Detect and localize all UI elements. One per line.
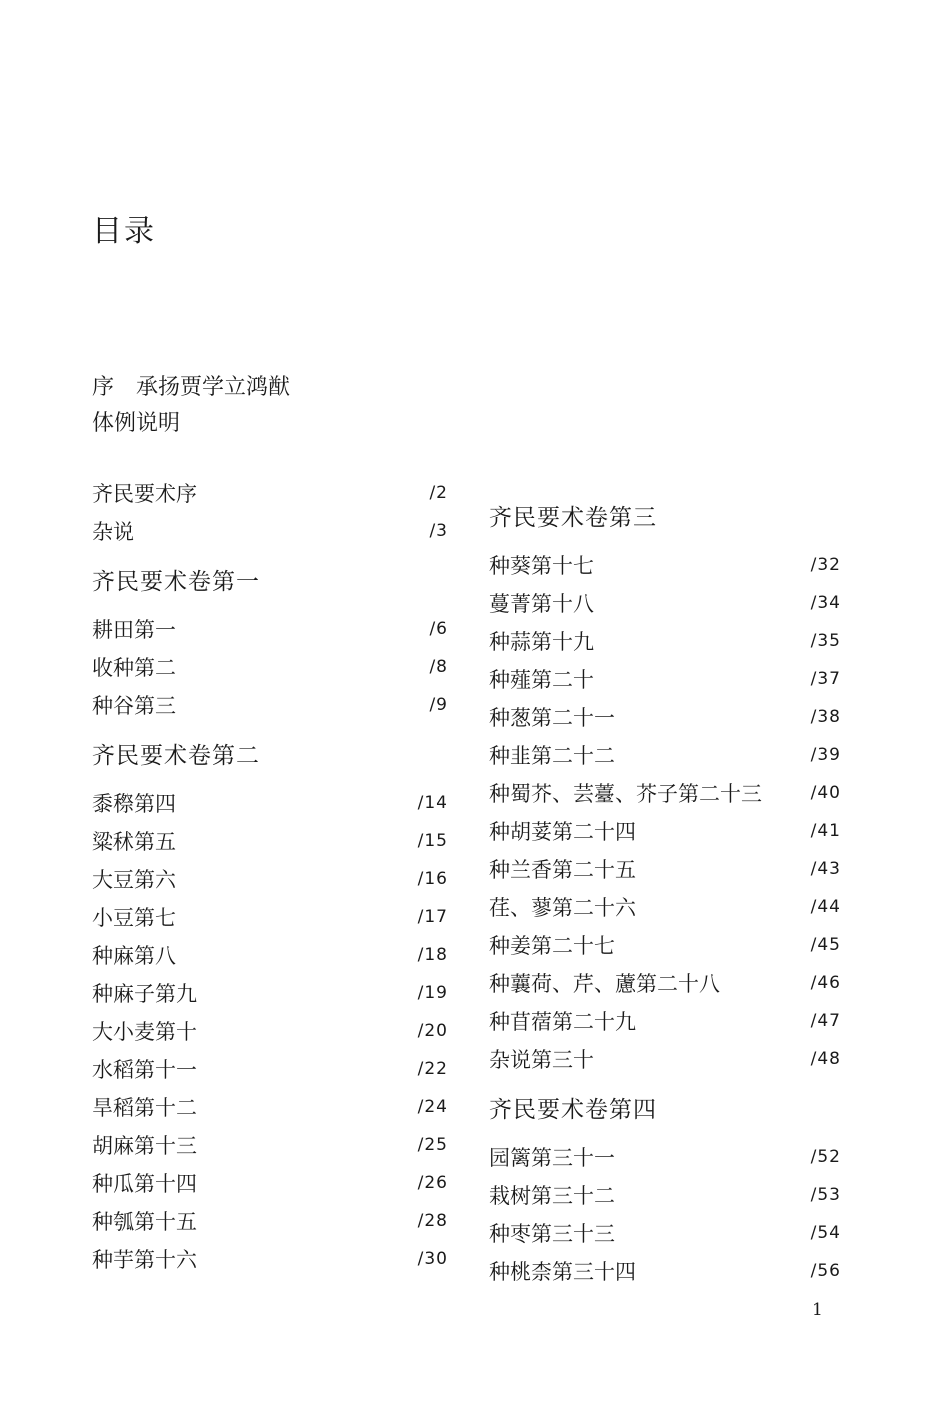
toc-entry-title: 种蒜第十九 (489, 630, 594, 654)
volume-heading: 齐民要术卷第二 (92, 743, 260, 769)
toc-entry-page: /43 (810, 859, 841, 879)
toc-entry-title: 粱秫第五 (92, 830, 176, 854)
toc-entry[interactable] (92, 974, 448, 1012)
toc-entry-page: /47 (810, 1011, 841, 1031)
toc-entry[interactable] (489, 1138, 841, 1176)
toc-entry-page: /35 (810, 631, 841, 651)
toc-entry-title: 种蜀芥、芸薹、芥子第二十三 (489, 782, 762, 806)
toc-entry[interactable] (489, 1002, 841, 1040)
toc-entry-page: /52 (810, 1147, 841, 1167)
toc-entry-title: 种蘘荷、芹、藘第二十八 (489, 972, 720, 996)
toc-entry-title: 大小麦第十 (92, 1020, 197, 1044)
toc-entry-page: /28 (417, 1211, 448, 1231)
toc-entry-page: /6 (429, 619, 448, 639)
toc-entry-title: 杂说第三十 (489, 1048, 594, 1072)
toc-entry[interactable] (92, 936, 448, 974)
toc-entry-title: 种兰香第二十五 (489, 858, 636, 882)
toc-entry-page: /34 (810, 593, 841, 613)
toc-entry-page: /26 (417, 1173, 448, 1193)
toc-entry-page: /8 (429, 657, 448, 677)
toc-entry[interactable] (92, 512, 448, 550)
toc-entry-title: 栽树第三十二 (489, 1184, 615, 1208)
toc-entry[interactable] (92, 784, 448, 822)
toc-entry-title: 种麻子第九 (92, 982, 197, 1006)
toc-entry[interactable] (489, 660, 841, 698)
toc-entry-page: /37 (810, 669, 841, 689)
toc-entry-title: 胡麻第十三 (92, 1134, 197, 1158)
toc-entry-title: 种姜第二十七 (489, 934, 615, 958)
toc-right-column (489, 490, 841, 1290)
toc-entry-page: /45 (810, 935, 841, 955)
toc-entry[interactable] (92, 1240, 448, 1278)
toc-entry-title: 耕田第一 (92, 618, 176, 642)
front-matter (92, 370, 290, 442)
toc-entry[interactable] (92, 648, 448, 686)
toc-entry-title: 种桃柰第三十四 (489, 1260, 636, 1284)
toc-entry-title: 蔓菁第十八 (489, 592, 594, 616)
toc-entry-title: 荏、蓼第二十六 (489, 896, 636, 920)
toc-entry-title: 种枣第三十三 (489, 1222, 615, 1246)
toc-entry[interactable] (489, 774, 841, 812)
toc-entry-page: /41 (810, 821, 841, 841)
toc-entry[interactable] (92, 1050, 448, 1088)
volume-heading: 齐民要术卷第四 (489, 1097, 657, 1123)
toc-entry-title: 黍穄第四 (92, 792, 176, 816)
toc-entry-title: 种芋第十六 (92, 1248, 197, 1272)
toc-entry[interactable] (489, 850, 841, 888)
toc-entry[interactable] (489, 1252, 841, 1290)
toc-entry-page: /54 (810, 1223, 841, 1243)
volume-heading: 齐民要术卷第三 (489, 505, 657, 531)
toc-entry-title: 种苜蓿第二十九 (489, 1010, 636, 1034)
toc-entry[interactable] (489, 698, 841, 736)
toc-entry-title: 种瓠第十五 (92, 1210, 197, 1234)
toc-entry-page: /38 (810, 707, 841, 727)
page-number: 1 (812, 1300, 823, 1320)
toc-entry[interactable] (489, 1176, 841, 1214)
toc-entry[interactable] (92, 898, 448, 936)
toc-entry-page: /32 (810, 555, 841, 575)
toc-entry[interactable] (92, 610, 448, 648)
toc-entry-title: 种薤第二十 (489, 668, 594, 692)
toc-entry-page: /30 (417, 1249, 448, 1269)
toc-entry-page: /24 (417, 1097, 448, 1117)
toc-entry[interactable] (489, 812, 841, 850)
toc-entry-page: /15 (417, 831, 448, 851)
toc-entry-page: /40 (810, 783, 841, 803)
volume-heading: 齐民要术卷第一 (92, 569, 260, 595)
toc-entry[interactable] (92, 686, 448, 724)
toc-entry-page: /25 (417, 1135, 448, 1155)
toc-left-column (92, 474, 448, 1278)
toc-entry[interactable] (489, 964, 841, 1002)
toc-entry[interactable] (92, 822, 448, 860)
toc-entry[interactable] (92, 1088, 448, 1126)
toc-entry-title: 小豆第七 (92, 906, 176, 930)
page-title: 目录 (92, 214, 156, 249)
toc-entry-page: /46 (810, 973, 841, 993)
toc-entry-title: 旱稻第十二 (92, 1096, 197, 1120)
toc-entry[interactable] (489, 926, 841, 964)
toc-entry[interactable] (92, 1164, 448, 1202)
toc-entry-title: 种胡荽第二十四 (489, 820, 636, 844)
toc-entry-page: /16 (417, 869, 448, 889)
toc-entry-title: 园篱第三十一 (489, 1146, 615, 1170)
toc-entry-title: 杂说 (92, 520, 134, 544)
toc-entry[interactable] (92, 474, 448, 512)
toc-entry-page: /56 (810, 1261, 841, 1281)
toc-entry[interactable] (92, 1126, 448, 1164)
toc-entry-page: /20 (417, 1021, 448, 1041)
toc-entry[interactable] (489, 1214, 841, 1252)
toc-entry[interactable] (489, 622, 841, 660)
toc-entry-title: 收种第二 (92, 656, 176, 680)
style-notes-link[interactable]: 体例说明 (92, 411, 181, 436)
toc-entry[interactable] (489, 584, 841, 622)
toc-entry[interactable] (489, 1040, 841, 1078)
toc-entry[interactable] (92, 1012, 448, 1050)
toc-entry-title: 种谷第三 (92, 694, 176, 718)
toc-entry-page: /44 (810, 897, 841, 917)
toc-entry[interactable] (489, 736, 841, 774)
toc-entry-title: 种葵第十七 (489, 554, 594, 578)
toc-entry-title: 齐民要术序 (92, 482, 197, 506)
toc-entry-title: 种瓜第十四 (92, 1172, 197, 1196)
toc-entry-page: /19 (417, 983, 448, 1003)
toc-entry-title: 大豆第六 (92, 868, 176, 892)
toc-entry-page: /22 (417, 1059, 448, 1079)
toc-entry[interactable] (489, 888, 841, 926)
toc-entry-page: /48 (810, 1049, 841, 1069)
toc-entry-page: /18 (417, 945, 448, 965)
toc-entry-page: /9 (429, 695, 448, 715)
toc-entry-title: 种麻第八 (92, 944, 176, 968)
toc-entry[interactable] (92, 1202, 448, 1240)
toc-entry-page: /3 (429, 521, 448, 541)
preface-link[interactable]: 序 承扬贾学立鸿猷 (92, 375, 291, 400)
toc-entry-page: /14 (417, 793, 448, 813)
toc-entry-title: 种韭第二十二 (489, 744, 615, 768)
toc-entry-title: 种葱第二十一 (489, 706, 615, 730)
toc-entry[interactable] (489, 546, 841, 584)
toc-entry-page: /17 (417, 907, 448, 927)
toc-entry-title: 水稻第十一 (92, 1058, 197, 1082)
toc-entry-page: /39 (810, 745, 841, 765)
toc-entry[interactable] (92, 860, 448, 898)
toc-entry-page: /2 (429, 483, 448, 503)
toc-entry-page: /53 (810, 1185, 841, 1205)
